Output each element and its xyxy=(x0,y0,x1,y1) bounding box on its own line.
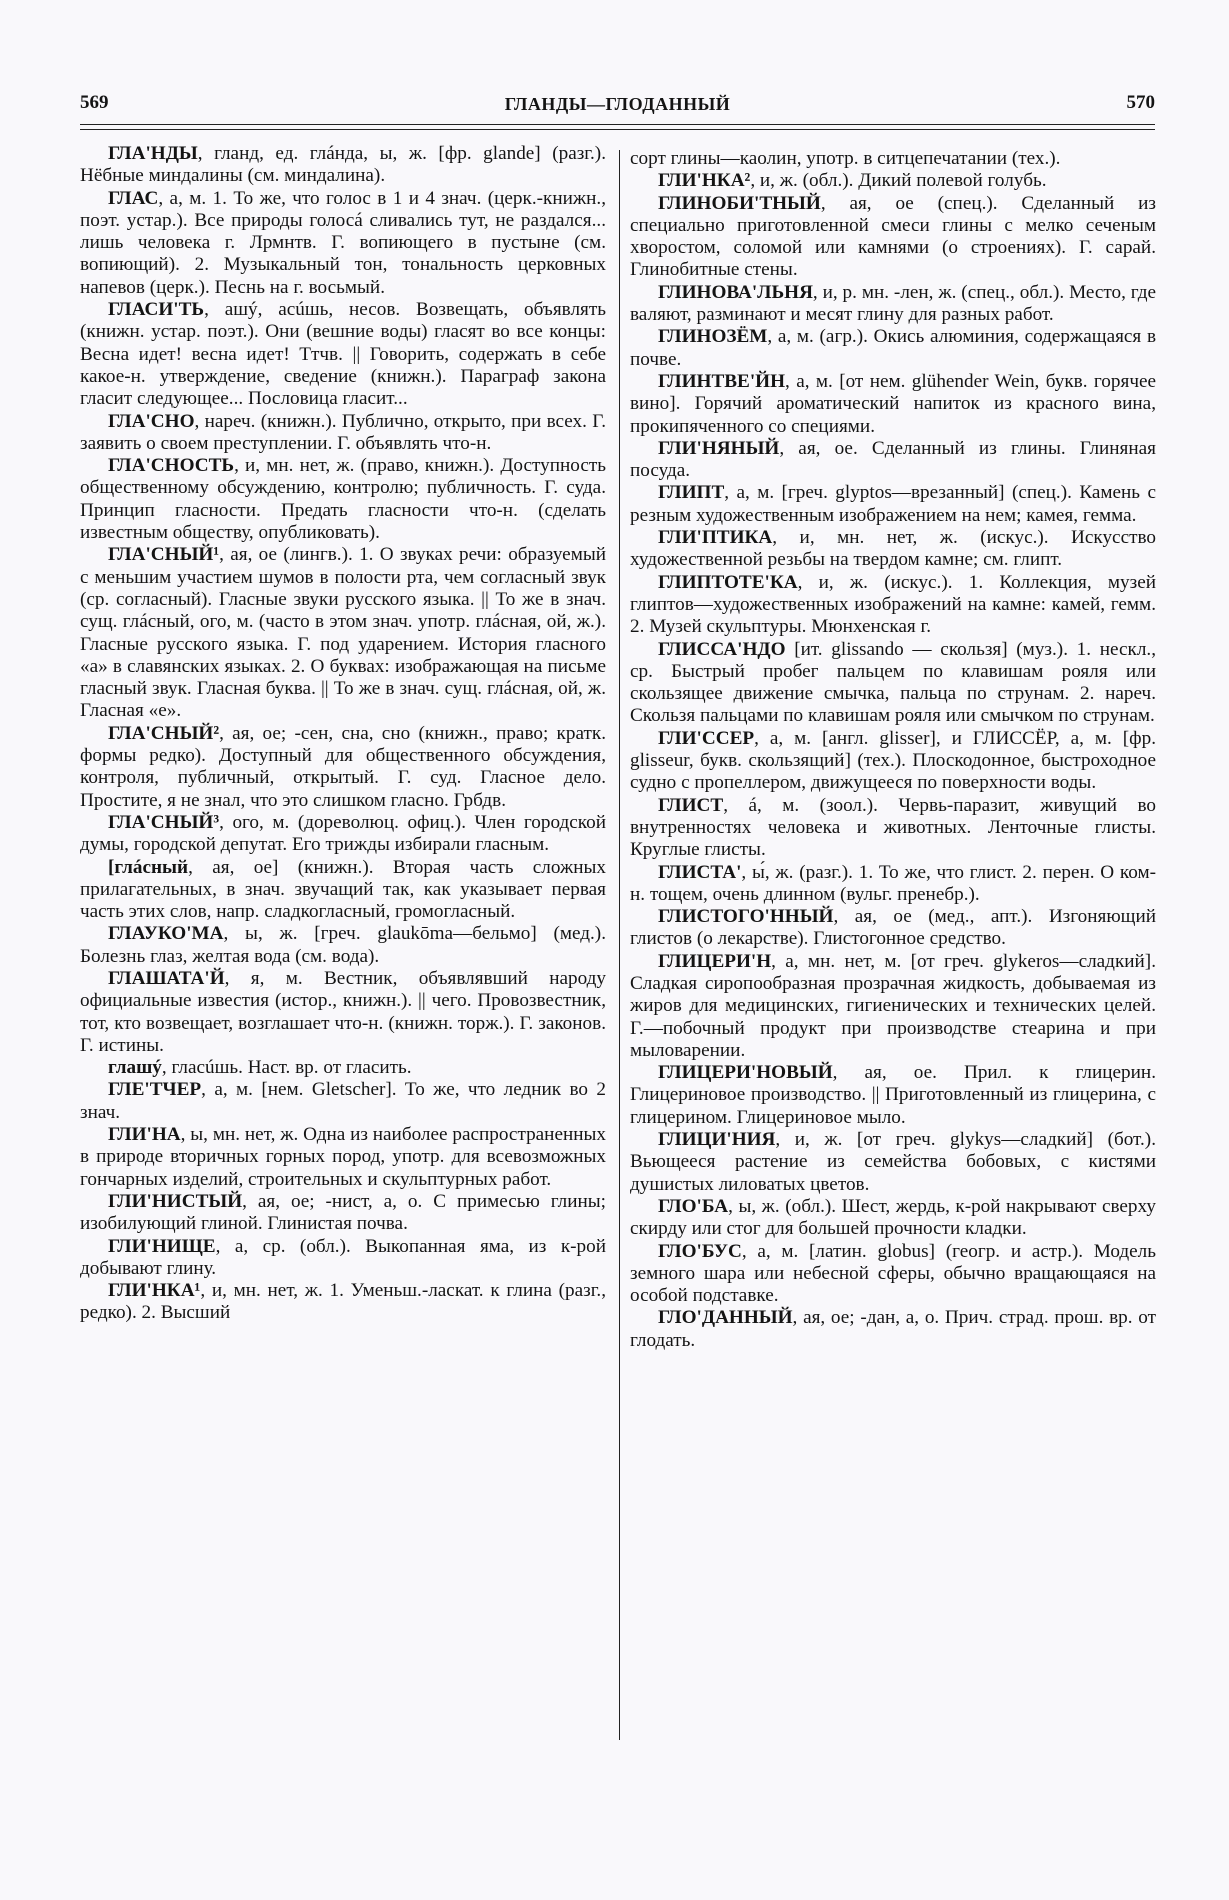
headword: ГЛО'ДАННЫЙ xyxy=(658,1307,793,1329)
dictionary-entry xyxy=(80,1280,606,1325)
dictionary-entry xyxy=(80,1236,606,1281)
headword: ГЛА'СНЫЙ¹ xyxy=(108,544,220,566)
dictionary-entry xyxy=(80,299,606,410)
dictionary-entry xyxy=(630,371,1156,438)
column-divider xyxy=(619,150,620,1740)
headword: ГЛИЦИ'НИЯ xyxy=(658,1129,776,1151)
dictionary-entry xyxy=(80,1124,606,1191)
definition: , нареч. (книжн.). Публично, открыто, при всех. Г. заявить о своем преступлении. Г. объявлять что-н. xyxy=(80,410,606,454)
dictionary-entry xyxy=(630,951,1156,1062)
definition: , ая, ое (спец.). Сделанный из специально приготовленной смеси глины с мелко сеченым хворостом, соломой или камнями (о строениях). Г. сарай. Глинобитные стены. xyxy=(630,192,1156,281)
header-rule-top xyxy=(80,124,1155,125)
definition: , ая, ое. Сделанный из глины. Глиняная посуда. xyxy=(630,437,1156,482)
dictionary-entry xyxy=(80,544,606,722)
headword: ГЛИЦЕРИ'Н xyxy=(658,950,772,972)
headword: ГЛИНОБИ'ТНЫЙ xyxy=(658,192,821,214)
headword: ГЛИ'ПТИКА xyxy=(658,527,773,549)
headword: ГЛЕ'ТЧЕР xyxy=(108,1079,202,1101)
definition: , ая, ое (лингв.). 1. О звуках речи: образуемый с меньшим участием шумов в полости рта, чем согласный звук (ср. согласный). Гласные звуки русского языка. || То же в знач. сущ. глáсный, ого, м. (часто в этом знач. употр. глáсная, ой, ж.). Гласные русского языка. Г. под ударением. История гласного «а» в славянских языках. 2. О буквах: изображающая на письме гласный звук. Гласная буква. || То же в знач. сущ. глáсная, ой, ж. Гласная «е». xyxy=(80,544,606,722)
definition: , а, м. [латин. globus] (геогр. и астр.). Модель земного шара или небесной сферы, обычно вращающаяся на особой подставке. xyxy=(630,1240,1156,1307)
right-column xyxy=(630,148,1156,1352)
definition: , и, мн. нет, ж. 1. Уменьш.-ласкат. к глина (разг., редко). 2. Высший xyxy=(80,1280,606,1324)
definition: , гласúшь. Наст. вр. от гласить. xyxy=(161,1057,412,1079)
definition: , ого, м. (дореволюц. офиц.). Член городской думы, городской депутат. Его трижды избирали гласным. xyxy=(80,811,606,856)
dictionary-entry xyxy=(80,812,606,857)
dictionary-entry xyxy=(80,968,606,1057)
definition: , и, р. мн. -лен, ж. (спец., обл.). Место, где валяют, разминают и месят глину для разных работ. xyxy=(630,281,1156,326)
definition: , а, м. 1. То же, что голос в 1 и 4 знач. (церк.-книжн., поэт. устар.). Все природы голосá сливались тут, не раздался... лишь человека г. Лрмнтв. Г. вопиющего в пустыне (см. вопиющий). 2. Музыкальный тон, тональность церковных напевов (церк.). Песнь на г. восьмый. xyxy=(80,187,606,298)
headword: ГЛИПТ xyxy=(658,482,725,504)
definition: , ая, ое; -нист, а, о. С примесью глины; изобилующий глиной. Глинистая почва. xyxy=(80,1190,606,1235)
definition: [ит. glissando — скользя] (муз.). 1. нескл., ср. Быстрый пробег пальцем по клавишам рояля или скользящее движение смычка, пальца по струнам. 2. нареч. Скользя пальцами по клавишам рояля или смычком по струнам. xyxy=(630,638,1156,727)
dictionary-entry xyxy=(80,411,606,456)
running-head: ГЛАНДЫ—ГЛОДАННЫЙ xyxy=(504,94,731,114)
definition: , ая, ое (мед., апт.). Изгоняющий глистов (о лекарстве). Глистогонное средство. xyxy=(630,906,1156,950)
headword: ГЛАС xyxy=(108,187,159,209)
dictionary-entry xyxy=(630,282,1156,327)
dictionary-entry xyxy=(630,728,1156,795)
definition: , а, мн. нет, м. [от греч. glykeros—сладкий]. Сладкая сиропообразная прозрачная жидкость, добываемая из жиров для медицинских, гигиенических и технических целей. Г.—побочный продукт при производстве стеарина и при мыловарении. xyxy=(630,950,1156,1061)
headword: ГЛИ'НКА² xyxy=(658,170,751,192)
dictionary-entry xyxy=(630,438,1156,483)
dictionary-entry xyxy=(630,170,1156,192)
dictionary-entry xyxy=(630,1307,1156,1352)
headword: ГЛА'НДЫ xyxy=(108,143,198,164)
definition: , и, ж. (обл.). Дикий полевой голубь. xyxy=(750,170,1047,192)
dictionary-entry xyxy=(80,1057,606,1079)
headword: ГЛА'СНО xyxy=(108,410,195,432)
dictionary-entry xyxy=(80,143,606,188)
definition: , а, м. (агр.). Окись алюминия, содержащаяся в почве. xyxy=(630,326,1156,370)
headword: ГЛИ'НИСТЫЙ xyxy=(108,1190,243,1212)
dictionary-entry xyxy=(80,923,606,968)
headword: ГЛАСИ'ТЬ xyxy=(108,299,205,321)
definition: , ы, ж. (обл.). Шест, жердь, к-рой накрывают сверху скирду или стог для большей прочности кладки. xyxy=(630,1195,1156,1240)
dictionary-entry xyxy=(630,1241,1156,1308)
definition: , ая, ое; -дан, а, о. Прич. страд. прош. вр. от глодать. xyxy=(630,1307,1156,1351)
dictionary-entry xyxy=(630,1196,1156,1241)
definition: , ашý, асúшь, несов. Возвещать, объявлять (книжн. устар. поэт.). Они (вешние воды) гласят во все концы: Весна идет! весна идет! Ттчв. || Говорить, содержать в себе какое-н. утверждение, сведение (книжн.). Параграф закона гласит следующее... Пословица гласит... xyxy=(80,299,606,410)
headword: глашý xyxy=(108,1057,162,1079)
headword: ГЛАУКО'МА xyxy=(108,923,224,945)
definition: , а, м. [англ. glisser], и ГЛИССЁР, а, м. [фр. glisseur, букв. скользящий] (тех.). Плоскодонное, быстроходное судно с пропеллером, движущееся по поверхности воды. xyxy=(630,727,1156,794)
headword: ГЛИ'НКА¹ xyxy=(108,1280,201,1302)
headword: ГЛА'СНЫЙ³ xyxy=(108,811,220,833)
dictionary-entry xyxy=(80,723,606,812)
dictionary-entry xyxy=(630,326,1156,371)
headword: ГЛИСТА' xyxy=(658,861,742,883)
definition: , ая, ое. Прил. к глицерин. Глицериновое производство. || Приготовленный из глицерина, с глицерином. Глицериновое мыло. xyxy=(630,1062,1156,1128)
headword: ГЛИ'НЯНЫЙ xyxy=(658,437,780,459)
definition: , á, м. (зоол.). Червь-паразит, живущий во внутренностях человека и животных. Ленточные глисты. Круглые глисты. xyxy=(630,794,1156,861)
dictionary-entry xyxy=(80,1079,606,1124)
definition: , ы́, ж. (разг.). 1. То же, что глист. 2. перен. О ком-н. тощем, очень длинном (вульг. пренебр.). xyxy=(630,861,1156,905)
definition: , а, ср. (обл.). Выкопанная яма, из к-рой добывают глину. xyxy=(80,1235,606,1279)
definition: , ая, ое; -сен, сна, сно (книжн., право; кратк. формы редко). Доступный для общественного обсуждения, контроля, публичный, открытый. Г. суд. Гласное дело. Простите, я не знал, что это слишком гласно. Грбдв. xyxy=(80,722,606,811)
dictionary-entry xyxy=(630,639,1156,728)
headword: ГЛИ'НИЩЕ xyxy=(108,1235,216,1257)
definition: , ы, ж. [греч. glaukōma—бельмо] (мед.). Болезнь глаз, желтая вода (см. вода). xyxy=(80,923,606,967)
headword: ГЛА'СНЫЙ² xyxy=(108,722,220,744)
dictionary-entry xyxy=(630,572,1156,639)
definition: , а, м. [нем. Gletscher]. То же, что ледник во 2 знач. xyxy=(80,1079,606,1123)
dictionary-entry xyxy=(80,188,606,299)
definition: , а, м. [от нем. glühender Wein, букв. горячее вино]. Горячий ароматический напиток из красного вина, прокипяченного со специями. xyxy=(630,370,1156,437)
dictionary-entry xyxy=(630,482,1156,527)
definition: , ы, мн. нет, ж. Одна из наиболее распространенных в природе вторичных горных пород, употр. для всевозможных гончарных изделий, строительных и скульптурных работ. xyxy=(80,1124,606,1190)
headword: ГЛИСТОГО'ННЫЙ xyxy=(658,906,834,928)
headword: ГЛАШАТА'Й xyxy=(108,967,225,989)
headword: [глáсный xyxy=(108,856,189,878)
definition: , гланд, ед. глáнда, ы, ж. [фр. glande] (разг.). Нёбные миндалины (см. миндалина). xyxy=(80,143,606,187)
headword: ГЛИ'ССЕР xyxy=(658,727,755,749)
left-page-number: 569 xyxy=(80,92,109,113)
headword: ГЛО'БУС xyxy=(658,1240,742,1262)
definition: , и, мн. нет, ж. (право, книжн.). Доступность общественному обсуждению, контролю; публичность. Г. суда. Принцип гласности. Предать гласности что-н. (сделать известным обществу, опубликовать). xyxy=(80,455,606,544)
headword: ГЛИПТОТЕ'КА xyxy=(658,571,798,593)
definition: , я, м. Вестник, объявлявший народу официальные известия (истор., книжн.). || чего. Провозвестник, тот, кто возвещает, возглашает что-н. (книжн. торж.). Г. законов. Г. истины. xyxy=(80,967,606,1056)
dictionary-entry xyxy=(630,862,1156,907)
dictionary-entry xyxy=(630,1062,1156,1129)
headword: ГЛИССА'НДО xyxy=(658,638,786,660)
headword: ГЛО'БА xyxy=(658,1195,729,1217)
dictionary-entry xyxy=(630,795,1156,862)
definition: , и, мн. нет, ж. (искус.). Искусство художественной резьбы на твердом камне; см. глипт. xyxy=(630,527,1156,571)
definition: , и, ж. [от греч. glykys—сладкий] (бот.). Вьющееся растение из семейства бобовых, с кистями душистых лиловатых цветов. xyxy=(630,1129,1156,1195)
definition: , ая, ое] (книжн.). Вторая часть сложных прилагательных, в знач. звучащий так, как указывает первая часть этих слов, напр. сладкогласный, громогласный. xyxy=(80,856,606,923)
headword: ГЛА'СНОСТЬ xyxy=(108,455,235,477)
left-column xyxy=(80,143,606,1325)
headword: ГЛИНОЗЁМ xyxy=(658,326,768,348)
definition: , а, м. [греч. glyptos—врезанный] (спец.). Камень с резным художественным изображением на нем; камея, гемма. xyxy=(630,482,1156,526)
headword: ГЛИСТ xyxy=(658,794,724,816)
definition: сорт глины—каолин, употр. в ситцепечатании (тех.). xyxy=(630,148,1061,169)
dictionary-entry xyxy=(630,906,1156,951)
header-rule-bottom xyxy=(80,129,1155,130)
definition: , и, ж. (искус.). 1. Коллекция, музей глиптов—художественных изображений на камне: камей, гемм. 2. Музей скульптуры. Мюнхенская г. xyxy=(630,571,1156,638)
dictionary-entry xyxy=(630,193,1156,282)
headword: ГЛИНОВА'ЛЬНЯ xyxy=(658,281,813,303)
dictionary-entry xyxy=(630,1129,1156,1196)
headword: ГЛИ'НА xyxy=(108,1124,181,1146)
dictionary-entry xyxy=(80,857,606,924)
dictionary-entry xyxy=(80,455,606,544)
right-page-number: 570 xyxy=(1126,92,1155,113)
dictionary-entry xyxy=(630,527,1156,572)
dictionary-entry xyxy=(80,1191,606,1236)
dictionary-entry-continuation xyxy=(630,148,1156,170)
headword: ГЛИНТВЕ'ЙН xyxy=(658,370,786,392)
page-header xyxy=(80,92,1155,122)
headword: ГЛИЦЕРИ'НОВЫЙ xyxy=(658,1062,833,1084)
